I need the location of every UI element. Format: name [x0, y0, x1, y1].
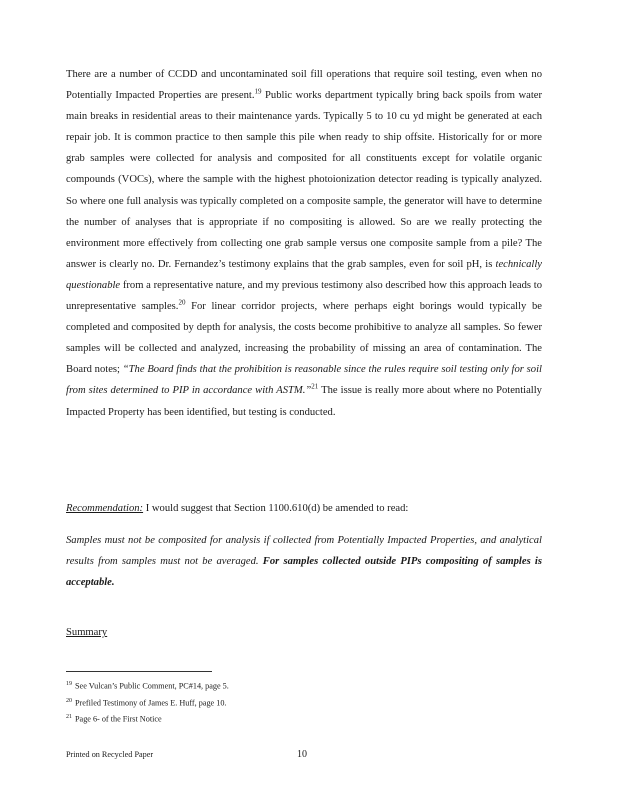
body-sentence-2: Public works department typically bring back spoils from water main breaks in residential areas to their maintenance yards. Typically 5 to 10 cu yd might be generated at each repair job. It is common practice to then sample this pile when ready to ship offsite. Historically for or more grab samples were collected for analysis and composited for all constituents except for volatile organic compounds (VOCs), where the sample with the highest photoionization detector reading is typically analyzed. So where one full analysis was typically completed on a composite sample, the generator will have to determine the number of analyses that is appropriate if no compositing is allowed. So are we really protecting the environment more effectively from collecting one grab sample versus one composite sample from a pile? The answer is clearly no. Dr. Fernandez’s testimony explains that the grab samples, even for soil pH, is [66, 90, 542, 270]
page-number: 10 [297, 749, 307, 760]
footnotes [66, 677, 542, 727]
footnote-ref-19: 19 [254, 87, 262, 96]
body-emphasis: technically questionable [66, 258, 542, 291]
board-quote: “The Board finds that the prohibition is reasonable since the rules require soil testing only for soil from sites determined to PIP in accordance with ASTM.” [66, 364, 542, 397]
footnote-text: Page 6- of the First Notice [75, 715, 162, 725]
recommendation-text: I would suggest that Section 1100.610(d) be amended to read: [143, 503, 409, 514]
proposed-rule-text [66, 530, 542, 593]
body-sentence-5: The issue is really more about where no Potentially Impacted Property has been identified, but testing is conducted. [66, 385, 542, 418]
footnote-ref-20: 20 [178, 298, 186, 307]
footer-recycled-note: Printed on Recycled Paper [66, 750, 154, 759]
body-sentence-1: There are a number of CCDD and uncontaminated soil fill operations that require soil testing, even when no Potentially Impacted Properties are present. [66, 69, 542, 102]
footnote-21 [66, 710, 542, 727]
recommendation-paragraph [66, 498, 542, 519]
footnote-divider [66, 671, 212, 672]
body-paragraph [66, 64, 542, 423]
proposed-rule-italic: Samples must not be composited for analysis if collected from Potentially Impacted Properties, and analytical results from samples must not be averaged. [66, 535, 542, 568]
summary-heading: Summary [66, 627, 108, 638]
recommendation-label: Recommendation: [66, 503, 144, 514]
footnote-text: Prefiled Testimony of James E. Huff, page 10. [75, 698, 227, 708]
footnote-number: 20 [66, 697, 72, 704]
body-sentence-3: from a representative nature, and my previous testimony also described how this approach leads to unrepresentative samples. [66, 279, 542, 313]
footnote-number: 21 [66, 714, 72, 721]
footnote-20 [66, 694, 542, 711]
proposed-rule-bold: For samples collected outside PIPs compositing of samples is acceptable. [66, 556, 542, 589]
footnote-ref-21: 21 [311, 382, 319, 391]
footnote-text: See Vulcan’s Public Comment, PC#14, page 5. [75, 681, 229, 691]
body-sentence-4: For linear corridor projects, where perhaps eight borings would typically be completed and composited by depth for analysis, the costs become prohibitive to analyze all samples. So fewer samples will be collected and analyzed, increasing the probability of missing an area of contamination. The Board notes; [66, 301, 543, 376]
footnote-19 [66, 677, 542, 694]
footnote-number: 19 [66, 681, 72, 687]
